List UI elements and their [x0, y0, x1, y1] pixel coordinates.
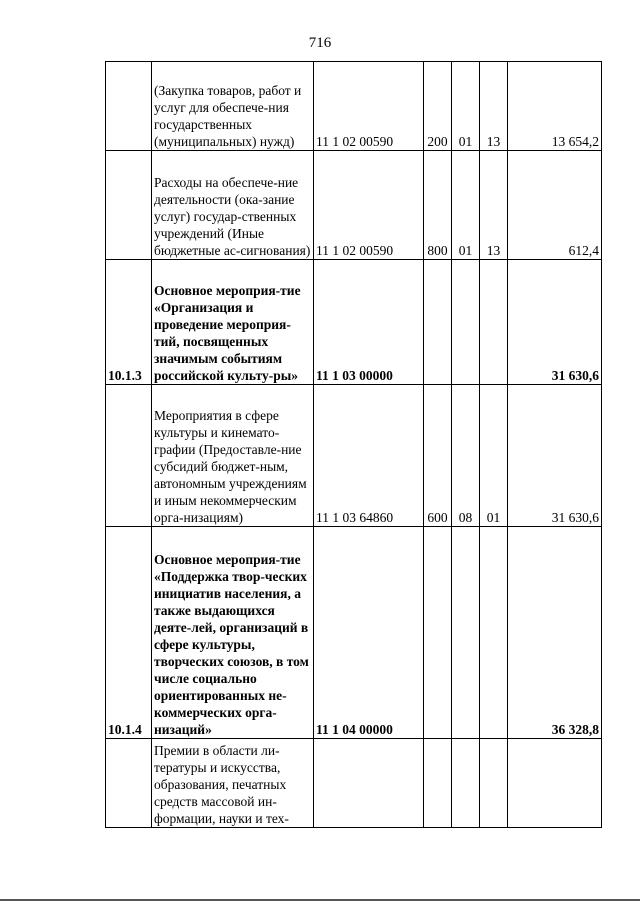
row-name: Премии в области ли-тературы и искусства, образования, печатных средств массовой ин-формации, науки и тех- — [152, 739, 314, 828]
subsection-code: 13 — [480, 151, 508, 260]
table-row — [106, 385, 602, 527]
subsection-code: 13 — [480, 62, 508, 151]
row-number: 10.1.3 — [106, 260, 152, 385]
row-number — [106, 151, 152, 260]
subsection-code: 01 — [480, 385, 508, 527]
budget-table — [105, 61, 602, 828]
section-code: 01 — [452, 151, 480, 260]
table-row — [106, 260, 602, 385]
amount — [508, 739, 602, 828]
section-code: 08 — [452, 385, 480, 527]
amount: 13 654,2 — [508, 62, 602, 151]
row-name: Основное мероприя-тие «Организация и проведение мероприя-тий, посвященных значимым событиям российской культу-ры» — [152, 260, 314, 385]
row-name: Расходы на обеспече-ние деятельности (ока-зание услуг) государ-ственных учреждений (Иные бюджетные ас-сигнования) — [152, 151, 314, 260]
row-name: Мероприятия в сфере культуры и кинемато-графии (Предоставле-ние субсидий бюджет-ным, автономным учреждениям и иным некоммерческим орга-низациям) — [152, 385, 314, 527]
table-row — [106, 62, 602, 151]
page-number: 716 — [308, 35, 332, 51]
row-number — [106, 62, 152, 151]
row-number — [106, 385, 152, 527]
target-code: 11 1 03 64860 — [314, 385, 424, 527]
section-code — [452, 527, 480, 739]
target-code: 11 1 03 00000 — [314, 260, 424, 385]
section-code — [452, 260, 480, 385]
table-row — [106, 527, 602, 739]
page-bottom-edge — [0, 899, 640, 901]
expense-type — [424, 527, 452, 739]
expense-type: 200 — [424, 62, 452, 151]
table-row — [106, 739, 602, 828]
amount: 36 328,8 — [508, 527, 602, 739]
table-row — [106, 151, 602, 260]
target-code: 11 1 02 00590 — [314, 151, 424, 260]
subsection-code — [480, 739, 508, 828]
subsection-code — [480, 527, 508, 739]
amount: 31 630,6 — [508, 260, 602, 385]
amount: 612,4 — [508, 151, 602, 260]
target-code: 11 1 02 00590 — [314, 62, 424, 151]
amount: 31 630,6 — [508, 385, 602, 527]
row-number: 10.1.4 — [106, 527, 152, 739]
subsection-code — [480, 260, 508, 385]
target-code — [314, 739, 424, 828]
expense-type: 800 — [424, 151, 452, 260]
expense-type — [424, 739, 452, 828]
target-code: 11 1 04 00000 — [314, 527, 424, 739]
row-name: Основное мероприя-тие «Поддержка твор-ческих инициатив населения, а также выдающихся деяте-лей, организаций в сфере культуры, творческих союзов, в том числе социально ориентированных не-коммерческих орга-низаций» — [152, 527, 314, 739]
expense-type — [424, 260, 452, 385]
section-code: 01 — [452, 62, 480, 151]
row-name: (Закупка товаров, работ и услуг для обеспече-ния государственных (муниципальных) нужд) — [152, 62, 314, 151]
row-number — [106, 739, 152, 828]
expense-type: 600 — [424, 385, 452, 527]
section-code — [452, 739, 480, 828]
